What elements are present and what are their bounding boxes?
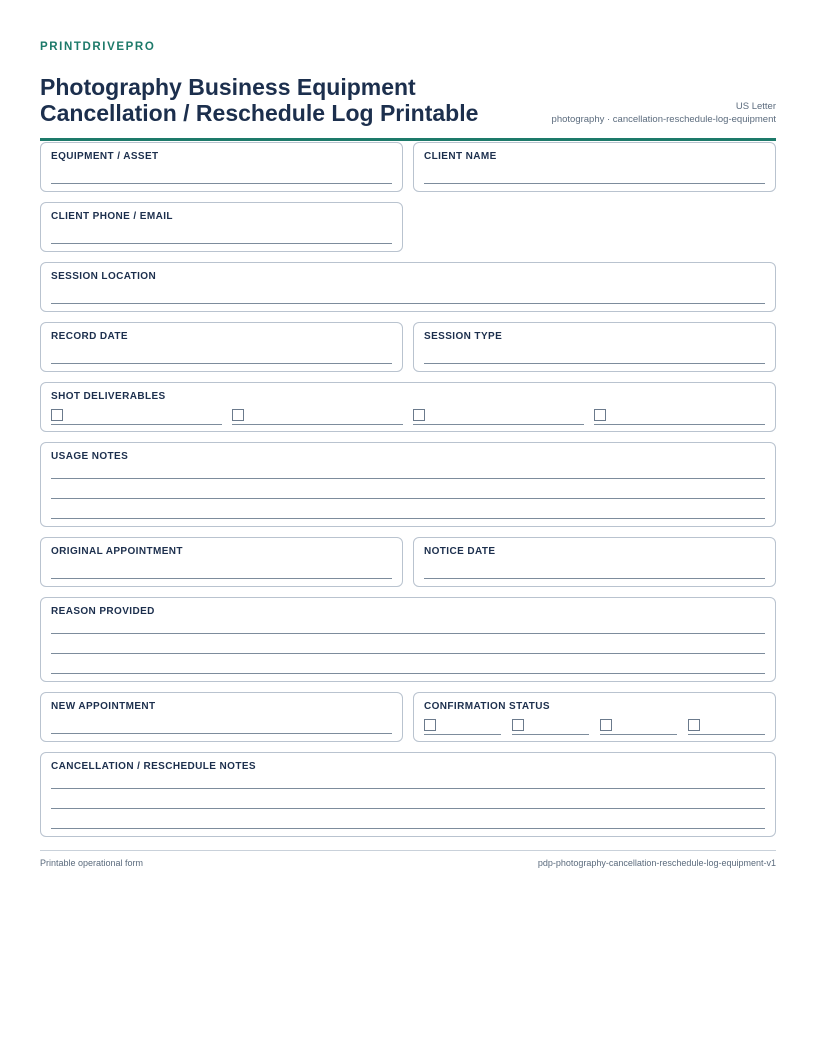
- write-line[interactable]: [51, 733, 392, 734]
- record-date-field: [40, 322, 403, 372]
- session-location-field: [40, 262, 776, 312]
- field-label: NOTICE DATE: [424, 546, 496, 557]
- field-label: SESSION LOCATION: [51, 271, 157, 282]
- checklist-item[interactable]: [232, 409, 403, 425]
- checkbox[interactable]: [594, 409, 606, 421]
- form-id: pdp-photography-cancellation-reschedule-log-equipment-v1: [537, 858, 776, 868]
- checklist-item[interactable]: [594, 409, 765, 425]
- new-appointment-field: [40, 692, 403, 742]
- write-line[interactable]: [51, 578, 392, 579]
- checkbox[interactable]: [413, 409, 425, 421]
- field-label: CANCELLATION / RESCHEDULE NOTES: [51, 761, 256, 772]
- equipment-asset-field: [40, 142, 403, 192]
- form-header: [40, 54, 776, 141]
- checklist-item[interactable]: [688, 719, 765, 735]
- write-line[interactable]: [51, 673, 765, 674]
- client-phone-email-field: [40, 202, 403, 252]
- field-label: CONFIRMATION STATUS: [424, 701, 550, 712]
- cancellation-notes-field: [40, 752, 776, 837]
- field-label: SESSION TYPE: [424, 331, 503, 342]
- paper-size: US Letter: [735, 101, 776, 112]
- checklist-item[interactable]: [512, 719, 589, 735]
- write-line[interactable]: [51, 788, 765, 789]
- checkbox[interactable]: [512, 719, 524, 731]
- write-line[interactable]: [51, 498, 765, 499]
- write-line[interactable]: [51, 518, 765, 519]
- page-title: [40, 74, 560, 126]
- write-line[interactable]: [424, 578, 765, 579]
- field-label: RECORD DATE: [51, 331, 128, 342]
- checkbox[interactable]: [600, 719, 612, 731]
- write-line[interactable]: [51, 303, 765, 304]
- reason-provided-field: [40, 597, 776, 682]
- write-line[interactable]: [51, 363, 392, 364]
- checkbox[interactable]: [232, 409, 244, 421]
- confirmation-status-field: [413, 692, 776, 742]
- notice-date-field: [413, 537, 776, 587]
- field-label: CLIENT NAME: [424, 151, 497, 162]
- write-line[interactable]: [51, 478, 765, 479]
- footer-caption: Printable operational form: [40, 858, 144, 868]
- write-line[interactable]: [51, 243, 392, 244]
- checkbox[interactable]: [424, 719, 436, 731]
- title-line-2: Cancellation / Reschedule Log Printable: [40, 100, 479, 126]
- write-line[interactable]: [424, 183, 765, 184]
- checkbox[interactable]: [51, 409, 63, 421]
- footer-divider: [40, 850, 776, 851]
- document-meta: [552, 100, 776, 126]
- deliverables-checklist: [51, 409, 765, 424]
- usage-notes-field: [40, 442, 776, 527]
- field-label: CLIENT PHONE / EMAIL: [51, 211, 173, 222]
- form-page: [40, 40, 776, 141]
- original-appointment-field: [40, 537, 403, 587]
- write-line[interactable]: [51, 633, 765, 634]
- write-line[interactable]: [424, 363, 765, 364]
- write-line[interactable]: [51, 808, 765, 809]
- field-label: EQUIPMENT / ASSET: [51, 151, 159, 162]
- field-label: REASON PROVIDED: [51, 606, 155, 617]
- field-label: USAGE NOTES: [51, 451, 129, 462]
- checklist-item[interactable]: [600, 719, 677, 735]
- field-label: NEW APPOINTMENT: [51, 701, 156, 712]
- checklist-item[interactable]: [424, 719, 501, 735]
- shot-deliverables-field: [40, 382, 776, 432]
- brand-name: PRINTDRIVEPRO: [40, 41, 156, 53]
- title-line-1: Photography Business Equipment: [40, 74, 416, 100]
- confirmation-checklist: [424, 719, 765, 734]
- checklist-item[interactable]: [51, 409, 222, 425]
- session-type-field: [413, 322, 776, 372]
- write-line[interactable]: [51, 183, 392, 184]
- write-line[interactable]: [51, 653, 765, 654]
- write-line[interactable]: [51, 828, 765, 829]
- checklist-item[interactable]: [413, 409, 584, 425]
- field-label: SHOT DELIVERABLES: [51, 391, 166, 402]
- document-slug: photography · cancellation-reschedule-log-equipment: [551, 114, 776, 125]
- checkbox[interactable]: [688, 719, 700, 731]
- field-label: ORIGINAL APPOINTMENT: [51, 546, 183, 557]
- client-name-field: [413, 142, 776, 192]
